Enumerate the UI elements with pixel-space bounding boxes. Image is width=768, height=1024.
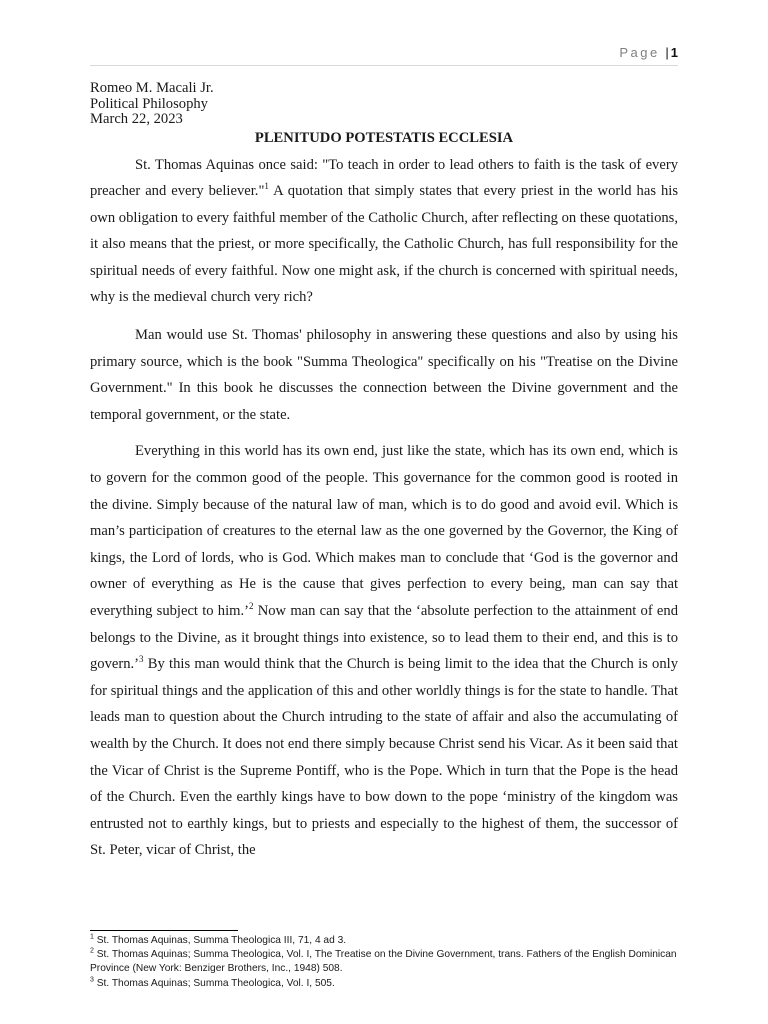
footnote-text: St. Thomas Aquinas; Summa Theologica, Vol. I, 505. <box>93 977 335 989</box>
page-number: 1 <box>670 45 678 60</box>
paragraph-3-text-c: By this man would think that the Church is being limit to the idea that the Church is only for spiritual things and the application of this and other worldly things is for the state to handle. That leads man to question about the Church intruding to the state of affair and also the accumulating of wealth by the Church. It does not end there simply because Christ send his Vicar. As it been said that the Vicar of Christ is the Supreme Pontiff, who is the Pope. Which in turn that the Pope is the head of the Church. Even the earthly kings have to bow down to the pope ‘ministry of the kingdom was entrusted not to earthly kings, but to priests and especially to the highest of them, the successor of St. Peter, vicar of Christ, the <box>90 656 678 859</box>
footnote <box>90 977 678 991</box>
paragraph-1-text-b: A quotation that simply states that every priest in the world has his own obligation to every faithful member of the Catholic Church, after reflecting on these quotations, it also means that the priest, or more specifically, the Catholic Church, has full responsibility for the spiritual needs of every faithful. Now one might ask, if the church is concerned with spiritual needs, why is the medieval church very rich? <box>90 183 678 306</box>
author-name: Romeo M. Macali Jr. <box>90 80 214 96</box>
footnote-ref-2: 2 <box>249 601 254 612</box>
paragraph-3-text-b: Now man can say that the ‘absolute perfection to the attainment of end belongs to the Divine, as it brought things into existence, so to lead them to their end, and this is to govern.’ <box>90 603 679 673</box>
footnote-ref-3: 3 <box>139 654 144 665</box>
footnote-separator <box>90 930 238 931</box>
page-header <box>90 45 678 65</box>
footnote-text: St. Thomas Aquinas; Summa Theologica, Vol. I, The Treatise on the Divine Government, trans. Fathers of the English Dominican Province (New York: Benziger Brothers, Inc., 1948) 508. <box>90 949 677 975</box>
paragraph-1-text-a: St. Thomas Aquinas once said: "To teach in order to lead others to faith is the task of every preacher and every believer." <box>90 156 678 200</box>
footnote-text: St. Thomas Aquinas, Summa Theologica III, 71, 4 ad 3. <box>93 935 347 946</box>
page-label: Page <box>619 45 660 60</box>
footnote <box>90 948 678 976</box>
document-date: March 22, 2023 <box>90 111 183 127</box>
document-title: PLENITUDO POTESTATIS ECCLESIA <box>254 129 514 146</box>
document-body <box>90 81 678 864</box>
header-rule <box>90 65 678 66</box>
footnote-ref-1: 1 <box>264 181 269 192</box>
paragraph-3-text-a: Everything in this world has its own end, just like the state, which has its own end, which is to govern for the common good of the people. This governance for the common good is rooted in the divine. Simply because of the natural law of man, which is to do good and avoid evil. Which is man’s participation of creatures to the eternal law as the one governed by the Governor, the King of kings, the Lord of lords, who is God. Which makes man to conclude that ‘God is the governor and owner of everything as He is the cause that gives perfection to every being, man can say that everything subject to him.’ <box>90 443 678 619</box>
footnote-number: 3 <box>90 976 94 984</box>
footnote-number: 2 <box>90 947 94 955</box>
paragraph-3 <box>90 438 678 864</box>
footnote-number: 1 <box>90 933 94 941</box>
paragraph-1 <box>90 152 678 312</box>
page-separator: | <box>665 45 669 60</box>
footnote <box>90 934 678 948</box>
footnotes <box>90 934 678 991</box>
paragraph-2: Man would use St. Thomas' philosophy in answering these questions and also by using his primary source, which is the book "Summa Theologica" specifically on his "Treatise on the Divine Government." In this book he discusses the connection between the Divine government and the temporal government, or the state. <box>90 327 678 423</box>
course-name: Political Philosophy <box>90 95 208 112</box>
